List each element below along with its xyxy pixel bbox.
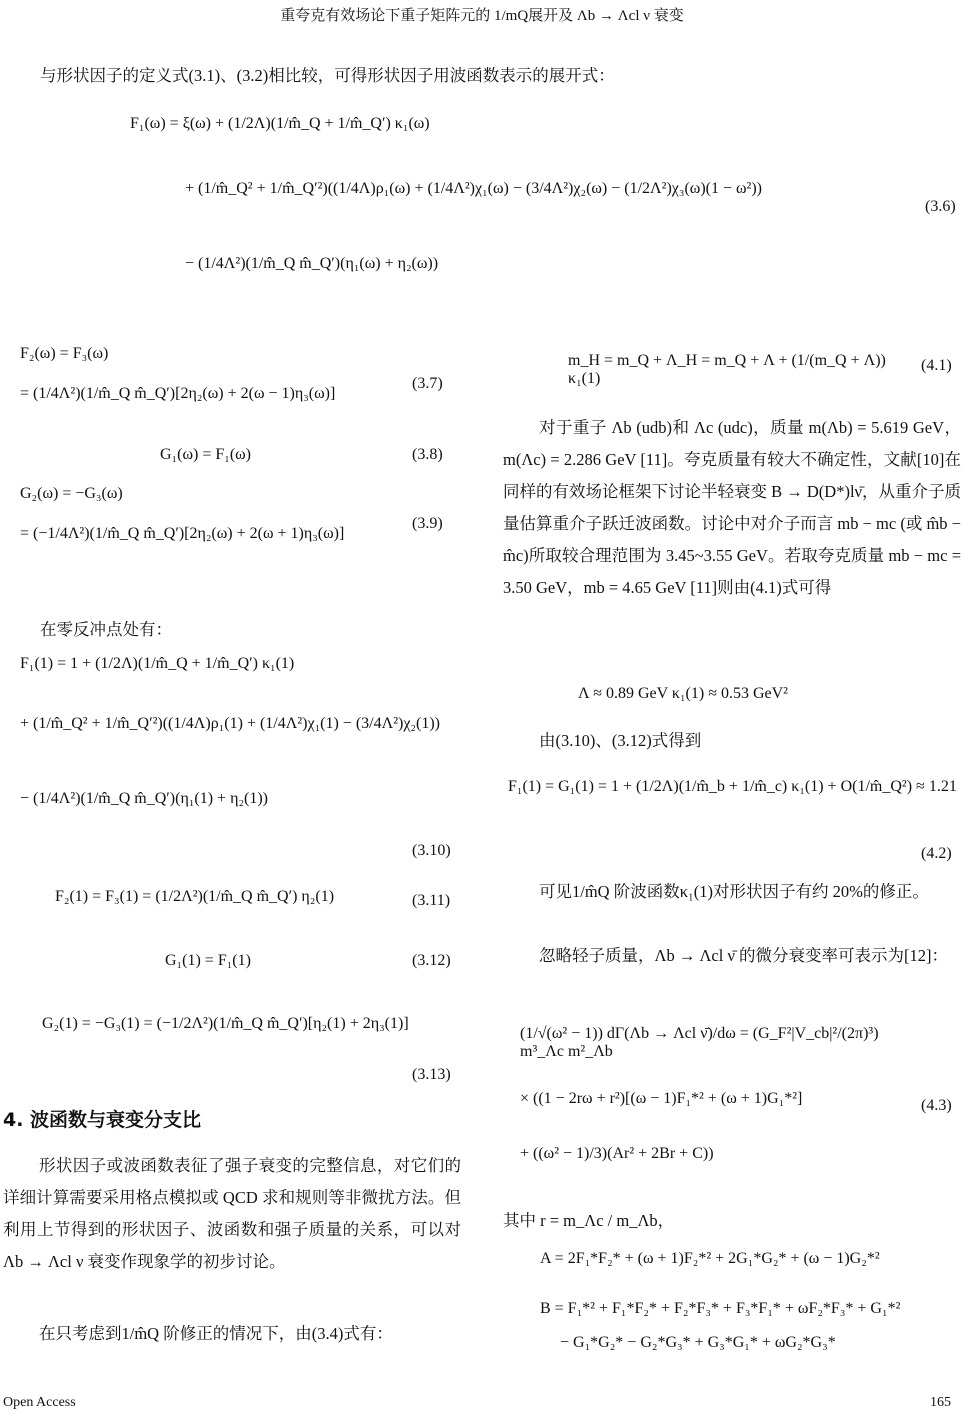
eq-3-13-line1: G₂(1) = −G₃(1) = (−1/2Λ²)(1/m̂_Q m̂_Q′)[η₂(1) + 2η₃(1)]	[42, 1015, 409, 1032]
right-paragraph3: 可见1/m̂Q 阶波函数κ₁(1)对形状因子有约 20%的修正。	[539, 882, 929, 901]
section-title: 4. 波函数与衰变分支比	[3, 1109, 202, 1131]
eq-4-3-line3: + ((ω² − 1)/3)(Ar² + 2Br + C))	[520, 1145, 714, 1162]
B-definition-line1: B = F₁*² + F₁*F₂* + F₂*F₃* + F₃*F₁* + ωF₂*F₃* + G₁*²	[540, 1300, 901, 1317]
B-definition-line2: − G₁*G₂* − G₂*G₃* + G₃*G₁* + ωG₂*G₃*	[560, 1334, 836, 1351]
eq-3-6-number: (3.6)	[925, 198, 956, 215]
right-paragraph1: 对于重子 Λb (udb)和 Λc (udc)，质量 m(Λb) = 5.619 GeV，m(Λc) = 2.286 GeV [11]。夸克质量有较大不确定性，文献[10]在同样的有效场论框架下讨论半轻衰变 B → D(D*)lν̄，从重介子质量估算重介子跃迁波函数。讨论中对介子而言 mb − mc (或 m̂b − m̂c)所取较合理范围为 3.45~3.55 GeV。若取夸克质量 mb − mc = 3.50 GeV，mb = 4.65 GeV [11]则由(4.1)式可得	[503, 418, 961, 597]
right-paragraph4: 忽略轻子质量，Λb → Λcl ν̄ 的微分衰变率可表示为[12]：	[539, 946, 949, 965]
where-r-definition: 其中 r = m_Λc / m_Λb，	[503, 1211, 675, 1230]
eq-4-1-line1: m_H = m_Q + Λ_H = m_Q + Λ + (1/(m_Q + Λ)) κ₁(1)	[568, 352, 886, 387]
section4-paragraph2: 在只考虑到1/m̂Q 阶修正的情况下，由(3.4)式有：	[39, 1324, 393, 1343]
intro-paragraph: 与形状因子的定义式(3.1)、(3.2)相比较，可得形状因子用波函数表示的展开式：	[40, 66, 615, 85]
approx-values: Λ ≈ 0.89 GeV κ₁(1) ≈ 0.53 GeV²	[578, 685, 788, 702]
eq-3-6-line1: F₁(ω) = ξ(ω) + (1/2Λ)(1/m̂_Q + 1/m̂_Q′) κ₁(ω)	[130, 115, 430, 132]
eq-3-9-line2: = (−1/4Λ²)(1/m̂_Q m̂_Q′)[2η₂(ω) + 2(ω + 1)η₃(ω)]	[20, 525, 345, 542]
eq-3-12-line1: G₁(1) = F₁(1)	[165, 952, 251, 969]
eq-3-9-line1: G₂(ω) = −G₃(ω)	[20, 485, 123, 502]
eq-3-12-number: (3.12)	[412, 952, 451, 969]
eq-3-10-line2: + (1/m̂_Q² + 1/m̂_Q′²)((1/4Λ)ρ₁(1) + (1/4Λ²)χ₁(1) − (3/4Λ²)χ₂(1))	[20, 715, 440, 732]
eq-3-11-number: (3.11)	[412, 892, 451, 909]
eq-3-7-line2: = (1/4Λ²)(1/m̂_Q m̂_Q′)[2η₂(ω) + 2(ω − 1)η₃(ω)]	[20, 385, 336, 402]
eq-3-13-number: (3.13)	[412, 1066, 451, 1083]
eq-4-2-line1: F₁(1) = G₁(1) = 1 + (1/2Λ)(1/m̂_b + 1/m̂_c) κ₁(1) + O(1/m̂_Q²) ≈ 1.21	[508, 778, 957, 795]
eq-3-8-line1: G₁(ω) = F₁(ω)	[160, 446, 252, 463]
footer-open-access: Open Access	[3, 1395, 76, 1410]
eq-3-10-line1: F₁(1) = 1 + (1/2Λ)(1/m̂_Q + 1/m̂_Q′) κ₁(1)	[20, 655, 295, 672]
header-title: 重夸克有效场论下重子矩阵元的 1/mQ展开及 Λb → Λcl ν 衰变	[280, 8, 684, 24]
eq-3-8-number: (3.8)	[412, 446, 443, 463]
eq-4-3-line1: (1/√(ω² − 1)) dΓ(Λb → Λcl ν̄)/dω = (G_F²|V_cb|²/(2π)³) m³_Λc m²_Λb	[520, 1025, 879, 1060]
zero-recoil-text: 在零反冲点处有：	[40, 620, 172, 639]
eq-3-11-line1: F₂(1) = F₃(1) = (1/2Λ²)(1/m̂_Q m̂_Q′) η₂(1)	[55, 888, 335, 905]
eq-3-10-number: (3.10)	[412, 842, 451, 859]
eq-3-10-line3: − (1/4Λ²)(1/m̂_Q m̂_Q′)(η₁(1) + η₂(1))	[20, 790, 269, 807]
A-definition: A = 2F₁*F₂* + (ω + 1)F₂*² + 2G₁*G₂* + (ω − 1)G₂*²	[540, 1250, 880, 1267]
footer-page-number: 165	[930, 1395, 951, 1410]
eq-3-9-number: (3.9)	[412, 515, 443, 532]
eq-3-7-number: (3.7)	[412, 375, 443, 392]
eq-3-7-line1: F₂(ω) = F₃(ω)	[20, 345, 109, 362]
eq-4-3-line2: × ((1 − 2rω + r²)[(ω − 1)F₁*² + (ω + 1)G₁*²]	[520, 1090, 803, 1107]
eq-4-2-number: (4.2)	[921, 845, 952, 862]
eq-4-1-number: (4.1)	[921, 357, 952, 374]
eq-3-6-line3: − (1/4Λ²)(1/m̂_Q m̂_Q′)(η₁(ω) + η₂(ω))	[185, 255, 439, 272]
running-header	[0, 4, 964, 25]
right-paragraph2: 由(3.10)、(3.12)式得到	[539, 731, 702, 750]
section4-paragraph1: 形状因子或波函数表征了强子衰变的完整信息，对它们的详细计算需要采用格点模拟或 QCD 求和规则等非微扰方法。但利用上节得到的形状因子、波函数和强子质量的关系，可以对 Λb → Λcl ν 衰变作现象学的初步讨论。	[3, 1156, 461, 1271]
eq-3-6-line2: + (1/m̂_Q² + 1/m̂_Q′²)((1/4Λ)ρ₁(ω) + (1/4Λ²)χ₁(ω) − (3/4Λ²)χ₂(ω) − (1/2Λ²)χ₃(ω)(1 − ω²))	[185, 180, 762, 197]
eq-4-3-number: (4.3)	[921, 1097, 952, 1114]
